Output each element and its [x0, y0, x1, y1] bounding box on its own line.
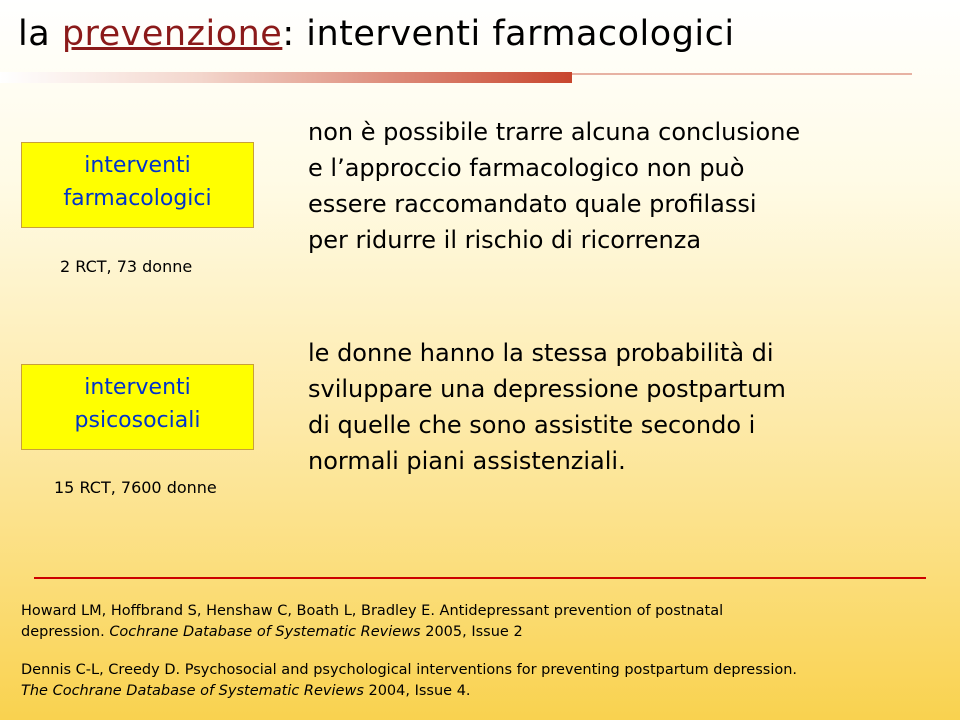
- paragraph-psicosociali: [308, 335, 786, 479]
- reference-line: Howard LM, Hoffbrand S, Henshaw C, Boath L, Bradley E. Antidepressant prevention of postnatal: [21, 603, 724, 619]
- title-link-prevenzione[interactable]: prevenzione: [61, 14, 283, 54]
- paragraph-farmacologici: [308, 114, 800, 258]
- title-underline-bar: [0, 72, 572, 83]
- reference-text: depression.: [21, 624, 110, 640]
- box-interventi-psicosociali: [21, 364, 254, 450]
- box-note-psicosociali: 15 RCT, 7600 donne: [54, 478, 217, 497]
- paragraph-line: essere raccomandato quale profilassi: [308, 190, 757, 218]
- box-line: interventi: [84, 375, 191, 400]
- reference-text: 2004, Issue 4.: [363, 683, 471, 699]
- box-line: interventi: [84, 153, 191, 178]
- paragraph-line: non è possibile trarre alcuna conclusione: [308, 118, 801, 146]
- reference-line: Dennis C-L, Creedy D. Psychosocial and psychological interventions for preventing postpartum depression.: [21, 662, 798, 678]
- title-prefix: la: [18, 14, 62, 54]
- paragraph-line: di quelle che sono assistite secondo i: [308, 411, 756, 439]
- paragraph-line: e l’approccio farmacologico non può: [308, 154, 745, 182]
- paragraph-line: le donne hanno la stessa probabilità di: [308, 339, 774, 367]
- reference-journal: Cochrane Database of Systematic Reviews: [109, 624, 421, 640]
- paragraph-line: normali piani assistenziali.: [308, 447, 626, 475]
- title-underline-thin: [572, 73, 912, 75]
- reference-line: [21, 622, 723, 643]
- box-note-farmacologici: 2 RCT, 73 donne: [60, 257, 193, 276]
- title-suffix: : interventi farmacologici: [282, 14, 735, 54]
- paragraph-line: sviluppare una depressione postpartum: [308, 375, 786, 403]
- box-line: psicosociali: [74, 408, 201, 433]
- reference-line: [21, 681, 797, 702]
- reference-journal: The Cochrane Database of Systematic Reviews: [21, 683, 364, 699]
- reference-dennis: [21, 660, 797, 702]
- reference-howard: [21, 601, 723, 643]
- box-line: farmacologici: [63, 186, 212, 211]
- slide-title: [18, 14, 735, 54]
- references-divider: [34, 577, 926, 579]
- reference-text: 2005, Issue 2: [420, 624, 523, 640]
- box-interventi-farmacologici: [21, 142, 254, 228]
- paragraph-line: per ridurre il rischio di ricorrenza: [308, 226, 702, 254]
